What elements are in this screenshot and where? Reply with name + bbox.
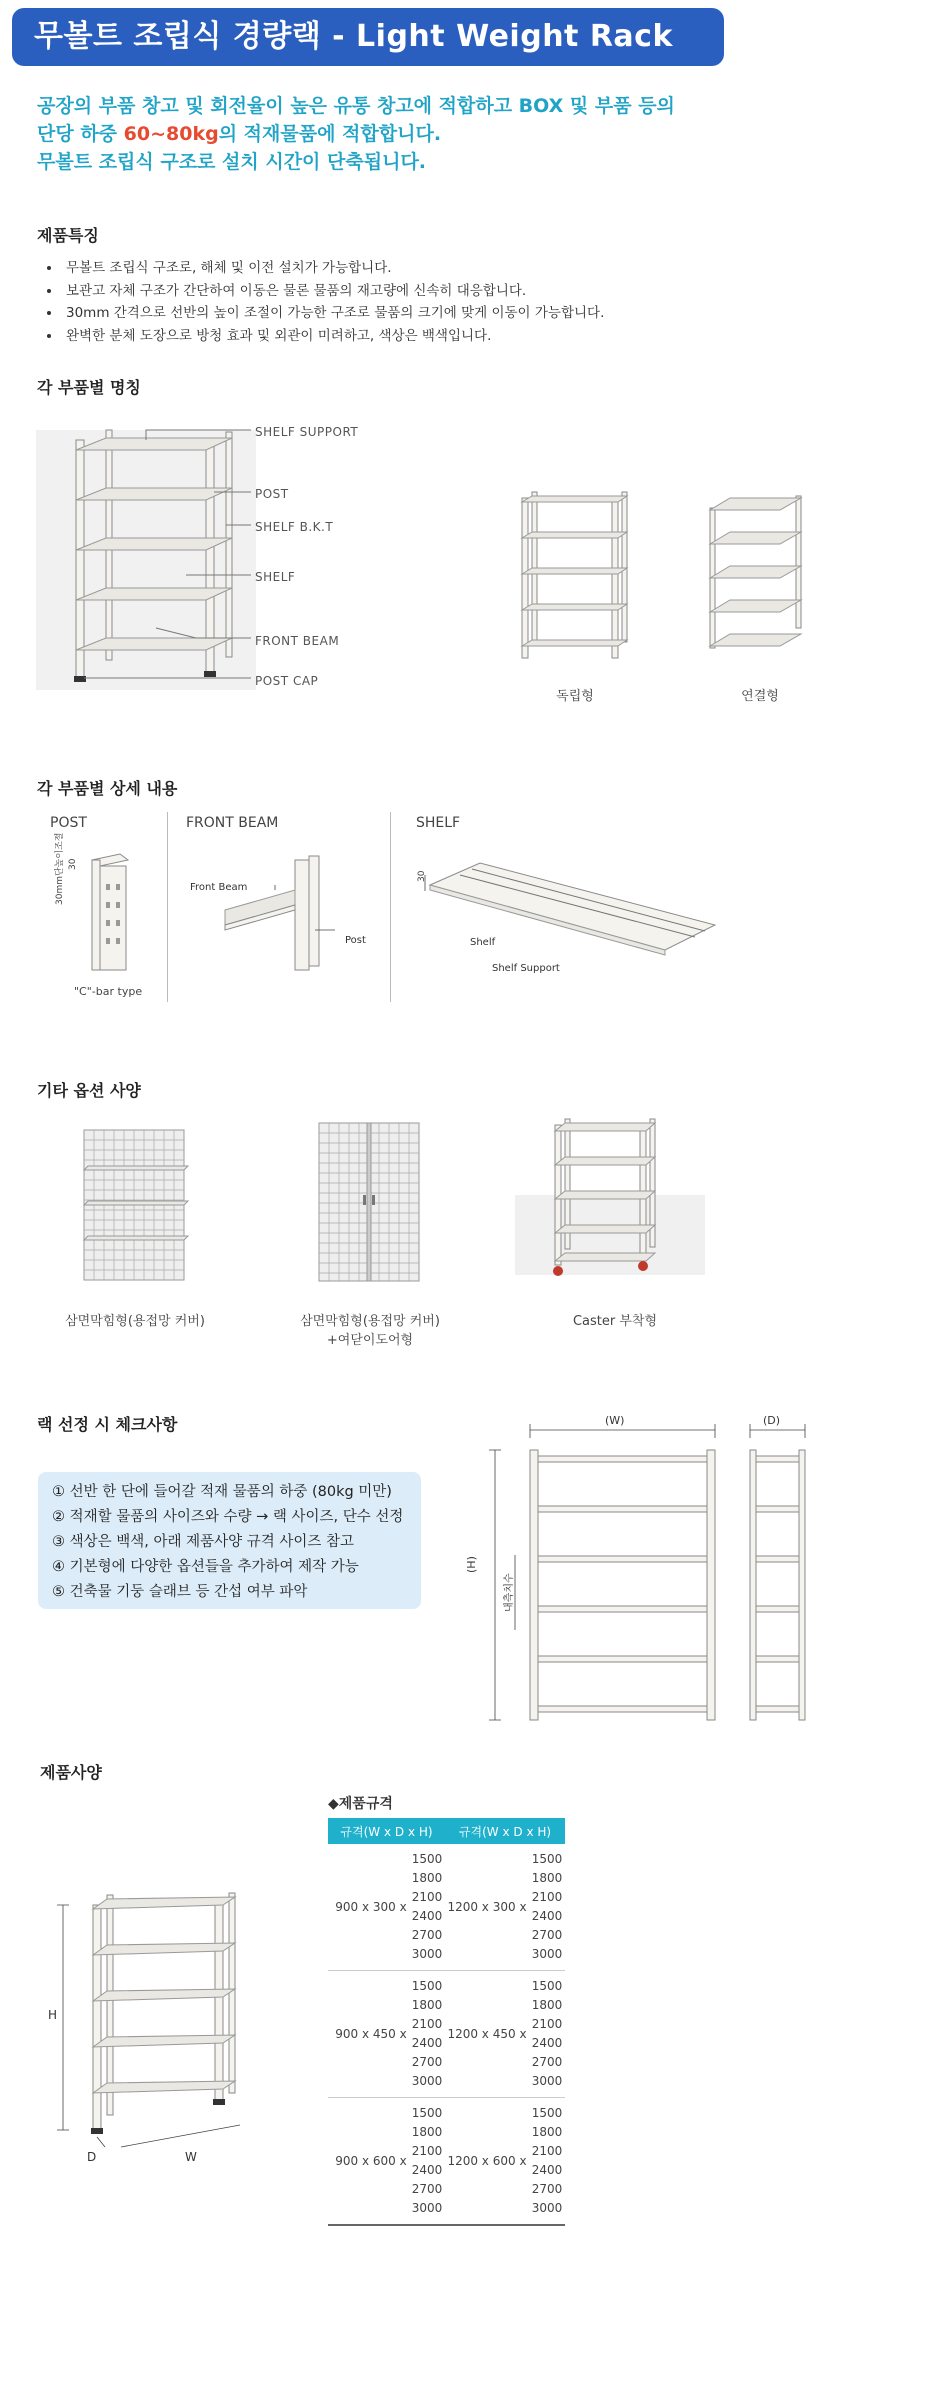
spec-height: 3000 xyxy=(411,1947,443,1961)
illustration-backdrop xyxy=(36,430,256,690)
option-caption-line: Caster 부착형 xyxy=(572,1314,658,1329)
spec-height: 2100 xyxy=(411,2144,443,2158)
spec-label-w: W xyxy=(185,2150,197,2164)
spec-height: 1500 xyxy=(531,1979,563,1993)
spec-height: 2700 xyxy=(411,2055,443,2069)
spec-height: 1800 xyxy=(531,1998,563,2012)
spec-height: 2100 xyxy=(531,2017,563,2031)
spec-heading: 제품사양 xyxy=(40,1763,102,1782)
shelf-dim-num: 30 xyxy=(417,870,427,882)
spec-height: 2400 xyxy=(411,2163,443,2177)
parts-names-heading: 각 부품별 명칭 xyxy=(37,378,141,397)
label-shelf-bkt: SHELF B.K.T xyxy=(255,520,334,534)
front-beam-drawing xyxy=(215,850,365,980)
post-cap xyxy=(213,2099,225,2105)
spec-height: 1500 xyxy=(531,2106,563,2120)
spec-label-d: D xyxy=(87,2150,97,2164)
spec-size-left: 900 x 450 x xyxy=(328,1971,409,2098)
label-post-cap: POST CAP xyxy=(255,674,319,688)
option-caption-line: 삼면막힘형(용접망 커버) xyxy=(300,1314,440,1329)
spec-height: 1500 xyxy=(411,2106,443,2120)
spec-height: 2700 xyxy=(411,1928,443,1942)
spec-height: 2400 xyxy=(411,2036,443,2050)
spec-height: 1800 xyxy=(531,1871,563,1885)
spec-table-title: ◆제품규격 xyxy=(328,1796,393,1812)
spec-height: 2700 xyxy=(531,2055,563,2069)
option-caption-1 xyxy=(20,1310,250,1329)
dimension-diagram xyxy=(470,1410,830,1730)
dim-label-d: (D) xyxy=(763,1414,781,1427)
spec-height: 1500 xyxy=(411,1852,443,1866)
spec-table-header-row xyxy=(328,1818,565,1844)
checklist-item: ③ 색상은 백색, 아래 제품사양 규격 사이즈 참고 xyxy=(52,1534,354,1550)
feature-item: • 완벽한 분체 도장으로 방청 효과 및 외관이 미려하고, 색상은 백색입니다. xyxy=(62,325,922,348)
spec-height: 2100 xyxy=(531,1890,563,1904)
intro-line-2-pre: 단당 하중 xyxy=(37,123,124,145)
option-caption-3 xyxy=(500,1310,730,1329)
type-standalone: 독립형 xyxy=(556,689,594,704)
checklist-item: ⑤ 건축물 기둥 슬래브 등 간섭 여부 파악 xyxy=(52,1584,308,1600)
spec-height: 3000 xyxy=(531,2074,563,2088)
dim-line-d xyxy=(97,2137,105,2147)
spec-size-right: 1200 x 450 x xyxy=(445,1971,529,2098)
spec-label-h: H xyxy=(48,2008,58,2022)
post-cap xyxy=(74,676,86,682)
checklist-item: ④ 기본형에 다양한 옵션들을 추가하여 제작 가능 xyxy=(52,1559,359,1575)
feature-item: • 보관고 자체 구조가 간단하여 이동은 물론 물품의 재고량에 신속히 대응합니다. xyxy=(62,280,922,303)
post-cap xyxy=(91,2128,103,2134)
spec-height: 2700 xyxy=(531,1928,563,1942)
detail-col-front-beam: FRONT BEAM xyxy=(186,815,279,831)
spec-col-header: 규격(W x D x H) xyxy=(445,1818,565,1844)
beam-label-front-beam: Front Beam xyxy=(190,882,248,893)
post-c-bar-drawing xyxy=(80,850,140,980)
spec-height: 2400 xyxy=(531,2036,563,2050)
spec-height: 3000 xyxy=(531,1947,563,1961)
spec-height: 2700 xyxy=(531,2182,563,2196)
option-caster-image xyxy=(515,1115,705,1290)
checklist-item: ② 적재할 물품의 사이즈와 수량 → 랙 사이즈, 단수 선정 xyxy=(52,1509,404,1525)
rack-post xyxy=(76,440,84,680)
dim-label-w: (W) xyxy=(605,1414,625,1427)
option-caption-2 xyxy=(255,1310,485,1348)
type-connected: 연결형 xyxy=(741,689,779,704)
intro-line-1: 공장의 부품 창고 및 회전율이 높은 유통 창고에 적합하고 BOX 및 부품 등의 xyxy=(37,95,675,117)
spec-heights xyxy=(529,1844,565,1971)
table-row xyxy=(328,1971,565,2098)
checklist-item: ① 선반 한 단에 들어갈 적재 물품의 하중 (80kg 미만) xyxy=(52,1484,392,1500)
page-title: 무볼트 조립식 경량랙 - Light Weight Rack xyxy=(12,8,724,66)
spec-height: 1500 xyxy=(531,1852,563,1866)
detail-col-shelf: SHELF xyxy=(416,815,461,831)
features-list xyxy=(40,257,922,347)
dim-label-inner: 내측치수 xyxy=(504,1573,515,1612)
spec-size-right: 1200 x 300 x xyxy=(445,1844,529,1971)
feature-item: • 무볼트 조립식 구조로, 해체 및 이전 설치가 가능합니다. xyxy=(62,257,922,280)
spec-height: 1800 xyxy=(531,2125,563,2139)
caster-wheel xyxy=(553,1266,563,1276)
spec-heights xyxy=(529,2098,565,2226)
caster-wheel xyxy=(638,1261,648,1271)
shelf-label-shelf: Shelf xyxy=(470,937,496,948)
features-heading: 제품특징 xyxy=(37,226,99,245)
spec-height: 2100 xyxy=(531,2144,563,2158)
option-mesh-door-image xyxy=(305,1115,435,1290)
label-front-beam: FRONT BEAM xyxy=(255,634,340,648)
feature-item: • 30mm 간격으로 선반의 높이 조절이 가능한 구조로 물품의 크기에 맞게 이동이 가능합니다. xyxy=(62,302,922,325)
rack-parts-illustration xyxy=(36,410,359,700)
intro-line-3: 무볼트 조립식 구조로 설치 시간이 단축됩니다. xyxy=(37,151,427,173)
shelf-drawing xyxy=(420,855,720,975)
shelf-label-support: Shelf Support xyxy=(492,963,560,974)
spec-height: 3000 xyxy=(411,2201,443,2215)
spec-height: 2100 xyxy=(411,1890,443,1904)
spec-height: 2700 xyxy=(411,2182,443,2196)
post-cap xyxy=(204,671,216,677)
parts-detail-heading: 각 부품별 상세 내용 xyxy=(37,779,178,798)
spec-col-header: 규격(W x D x H) xyxy=(328,1818,445,1844)
option-caption-line: +여닫이도어형 xyxy=(326,1333,414,1348)
dim-line-w xyxy=(121,2125,240,2147)
spec-size-left: 900 x 300 x xyxy=(328,1844,409,1971)
standalone-rack-image xyxy=(508,488,638,668)
spec-height: 1800 xyxy=(411,1998,443,2012)
spec-heights xyxy=(409,1971,445,2098)
spec-height: 1800 xyxy=(411,2125,443,2139)
spec-height: 3000 xyxy=(411,2074,443,2088)
spec-height: 1800 xyxy=(411,1871,443,1885)
column-divider xyxy=(390,812,391,1002)
options-heading: 기타 옵션 사양 xyxy=(37,1081,141,1100)
spec-height: 1500 xyxy=(411,1979,443,1993)
dim-label-h: (H) xyxy=(465,1556,478,1573)
spec-table xyxy=(328,1818,565,2226)
label-shelf-support: SHELF SUPPORT xyxy=(255,425,359,439)
spec-heights xyxy=(529,1971,565,2098)
option-caption-line: 삼면막힘형(용접망 커버) xyxy=(65,1314,205,1329)
post-dim-label: 30mm단높이조절 xyxy=(55,832,65,905)
spec-height: 2400 xyxy=(531,1909,563,1923)
option-mesh-cover-image xyxy=(70,1120,200,1290)
spec-size-left: 900 x 600 x xyxy=(328,2098,409,2226)
spec-height: 2100 xyxy=(411,2017,443,2031)
label-post: POST xyxy=(255,487,289,501)
load-highlight: 60~80kg xyxy=(123,123,219,145)
intro-line-2 xyxy=(37,120,897,148)
checklist-heading: 랙 선정 시 체크사항 xyxy=(37,1415,178,1434)
beam-label-post: Post xyxy=(345,935,366,946)
spec-height: 3000 xyxy=(531,2201,563,2215)
intro-line-2-post: 의 적재물품에 적합합니다. xyxy=(218,123,442,145)
rack-post xyxy=(226,432,232,657)
table-row xyxy=(328,1844,565,1971)
spec-heights xyxy=(409,1844,445,1971)
spec-height: 2400 xyxy=(531,2163,563,2177)
connected-rack-image xyxy=(700,488,830,668)
spec-heights xyxy=(409,2098,445,2226)
post-dim-num: 30 xyxy=(68,858,78,870)
checklist-box xyxy=(38,1472,421,1609)
column-divider xyxy=(167,812,168,1002)
label-shelf: SHELF xyxy=(255,570,296,584)
detail-col-post: POST xyxy=(50,815,87,831)
intro-text xyxy=(37,92,897,176)
table-row xyxy=(328,2098,565,2226)
spec-size-right: 1200 x 600 x xyxy=(445,2098,529,2226)
spec-height: 2400 xyxy=(411,1909,443,1923)
spec-rack-diagram xyxy=(35,1885,255,2175)
post-caption: "C"-bar type xyxy=(74,985,143,998)
